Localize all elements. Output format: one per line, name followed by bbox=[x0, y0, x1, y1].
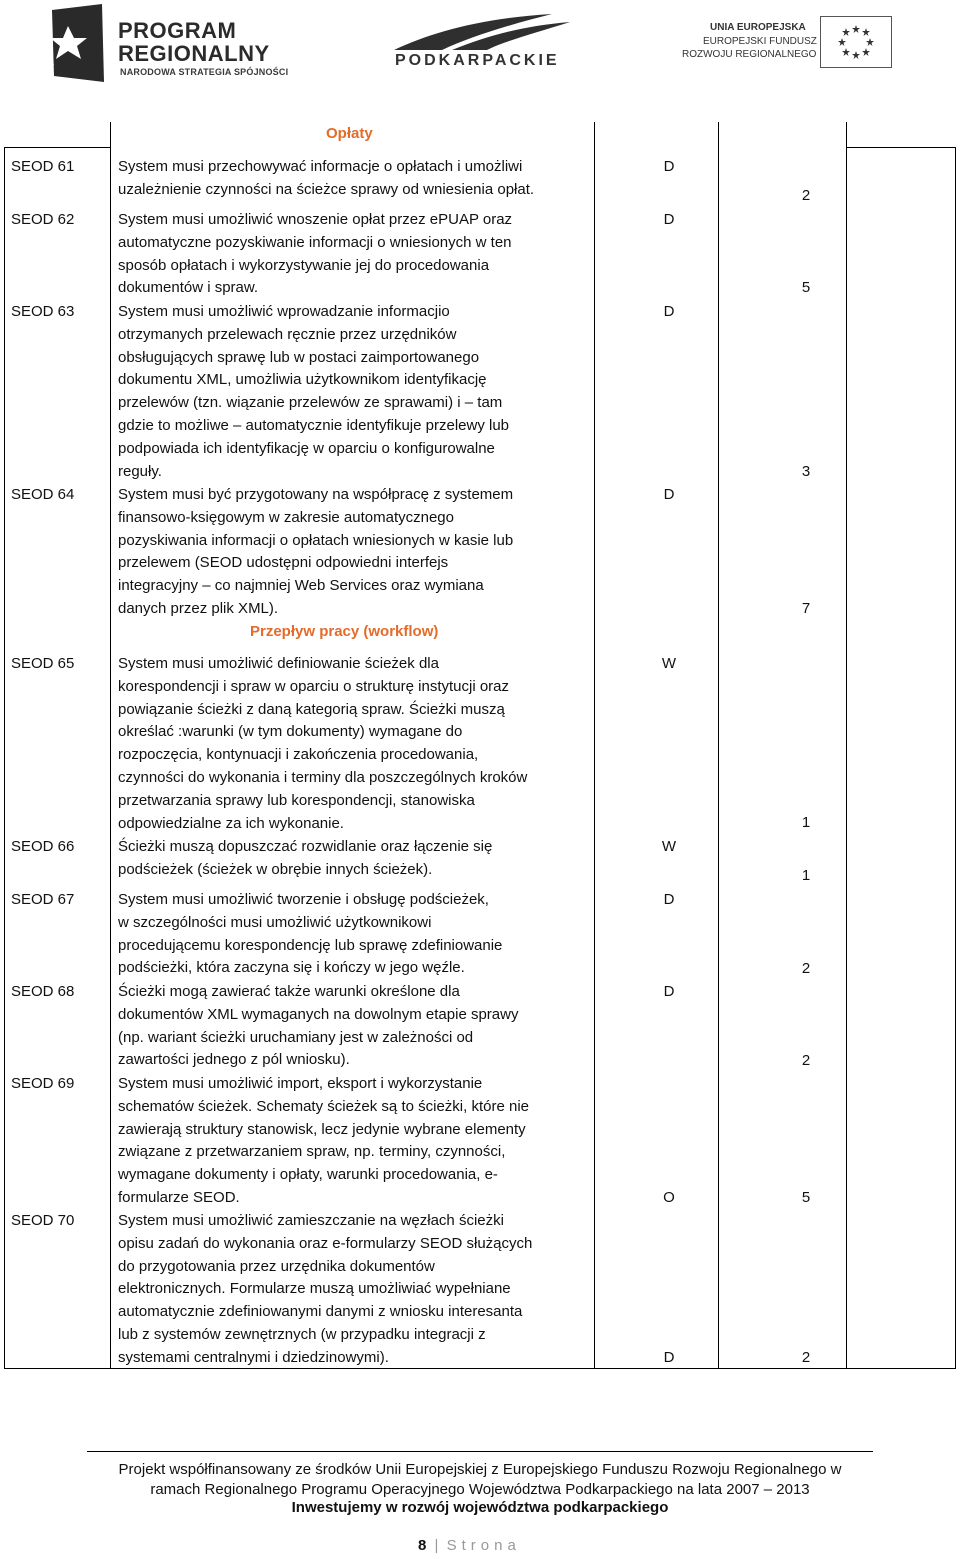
footer-slogan: Inwestujemy w rozwój województwa podkarpackiego bbox=[291, 1499, 669, 1516]
column-divider-desc bbox=[594, 122, 595, 1369]
requirement-description: System musi być przygotowany na współpracę z systemem finansowo-księgowym w zakresie automatycznego pozyskiwania informacji o opłatach wniesionych w kasie lub przelewem (SEOD udostępni odpowiedni interfejs integracyjny – co najmniej Web Services oraz wymiana danych przez plik XML). bbox=[118, 486, 514, 617]
table-top-right bbox=[846, 147, 956, 148]
footer-divider bbox=[87, 1451, 873, 1452]
section-heading-workflow: Przepływ pracy (workflow) bbox=[250, 623, 439, 640]
requirement-id: SEOD 64 bbox=[11, 486, 75, 503]
requirement-id: SEOD 65 bbox=[11, 655, 75, 672]
podkarpackie-text: PODKARPACKIE bbox=[395, 52, 560, 69]
footer-cofinance-line: Projekt współfinansowany ze środków Unii Europejskiej z Europejskiego Funduszu Rozwoju Regionalnego w bbox=[118, 1461, 842, 1478]
page-number bbox=[418, 1537, 521, 1554]
requirement-score: 2 bbox=[801, 960, 811, 977]
program-title: PROGRAM bbox=[118, 18, 237, 43]
eu-fund-line1: EUROPEJSKI FUNDUSZ bbox=[703, 36, 817, 47]
requirement-type: D bbox=[663, 486, 675, 503]
requirement-type: D bbox=[663, 983, 675, 1000]
requirement-id: SEOD 68 bbox=[11, 983, 75, 1000]
requirement-score: 5 bbox=[801, 279, 811, 296]
requirement-id: SEOD 63 bbox=[11, 303, 75, 320]
table-border-left bbox=[4, 147, 5, 1369]
requirement-type: O bbox=[663, 1189, 675, 1206]
footer-program-line: ramach Regionalnego Programu Operacyjnego Województwa Podkarpackiego na lata 2007 – 2013 bbox=[150, 1481, 810, 1498]
page-number-value: 8 bbox=[418, 1537, 427, 1554]
page-number-label: Strona bbox=[446, 1537, 521, 1554]
requirement-description: System musi umożliwić wprowadzanie informacjio otrzymanych przelewach ręcznie przez urzędników obsługujących sprawę lub w postaci zaimportowanego dokumentu XML, umożliwia użytkownikom identyfikację przelewów (tzn. wiązanie przelewów ze sprawami) i – tam gdzie to możliwe – automatycznie identyfikuje przelewy lub podpowiada ich identyfikację w oparciu o konfigurowalne reguły. bbox=[118, 303, 510, 480]
requirement-score: 7 bbox=[801, 600, 811, 617]
requirement-type: W bbox=[661, 655, 677, 672]
column-divider-type bbox=[718, 122, 719, 1369]
requirement-score: 1 bbox=[801, 814, 811, 831]
requirement-score: 2 bbox=[801, 1349, 811, 1366]
eu-fund-line2: ROZWOJU REGIONALNEGO bbox=[682, 49, 817, 60]
column-divider-score bbox=[846, 122, 847, 1369]
regionalny-title: REGIONALNY bbox=[118, 41, 270, 66]
requirement-id: SEOD 67 bbox=[11, 891, 75, 908]
requirement-description: System musi umożliwić definiowanie ścieżek dla korespondencji i spraw w oparciu o strukturę instytucji oraz powiązanie ścieżki z daną kategorią spraw. Ścieżki muszą określać :warunki (w tym dokumenty) wymagane do rozpoczęcia, kontynuacji i zakończenia procedowania, czynności do wykonania i terminy dla poszczególnych kroków przetwarzania sprawy lub korespondencji, stanowiska odpowiedzialne za ich wykonanie. bbox=[118, 655, 528, 832]
requirement-score: 2 bbox=[801, 187, 811, 204]
eu-title: UNIA EUROPEJSKA bbox=[710, 22, 806, 33]
requirement-id: SEOD 62 bbox=[11, 211, 75, 228]
requirement-type: D bbox=[663, 158, 675, 175]
requirement-id: SEOD 69 bbox=[11, 1075, 75, 1092]
requirement-score: 5 bbox=[801, 1189, 811, 1206]
section-heading-oplaty: Opłaty bbox=[326, 125, 373, 142]
requirement-score: 3 bbox=[801, 463, 811, 480]
requirement-type: W bbox=[661, 838, 677, 855]
requirement-id: SEOD 61 bbox=[11, 158, 75, 175]
requirement-description: System musi umożliwić zamieszczanie na węzłach ścieżki opisu zadań do wykonania oraz e-formularzy SEOD służących do przygotowania przez urzędnika dokumentów elektronicznych. Formularze muszą umożliwiać wypełniane automatycznie zdefiniowanymi danymi z wniosku interesanta lub z systemów zewnętrznych (w przypadku integracji z systemami centralnymi i dziedzinowymi). bbox=[118, 1212, 533, 1366]
requirement-description: System musi przechowywać informacje o opłatach i umożliwi uzależnienie czynności na ścieżce sprawy od wniesienia opłat. bbox=[118, 158, 535, 198]
table-border-right bbox=[955, 147, 956, 1369]
requirement-type: D bbox=[663, 1349, 675, 1366]
column-divider-id bbox=[110, 122, 111, 1369]
requirement-score: 2 bbox=[801, 1052, 811, 1069]
page-number-separator: | bbox=[434, 1537, 439, 1554]
requirement-id: SEOD 66 bbox=[11, 838, 75, 855]
requirement-id: SEOD 70 bbox=[11, 1212, 75, 1229]
requirement-description: System musi umożliwić tworzenie i obsługę podścieżek, w szczególności musi umożliwić użytkownikowi procedującemu korespondencję lub sprawę zdefiniowanie podścieżki, która zaczyna się i kończy w jego węźle. bbox=[118, 891, 503, 977]
strategy-subtitle: NARODOWA STRATEGIA SPÓJNOŚCI bbox=[120, 67, 289, 77]
requirement-type: D bbox=[663, 211, 675, 228]
requirement-description: Ścieżki mogą zawierać także warunki określone dla dokumentów XML wymaganych na dowolnym etapie sprawy (np. wariant ścieżki uruchamiany jest w zależności od zawartości jednego z pól wniosku). bbox=[118, 983, 519, 1069]
requirement-type: D bbox=[663, 891, 675, 908]
requirement-score: 1 bbox=[801, 867, 811, 884]
requirement-type: D bbox=[663, 303, 675, 320]
table-top-left bbox=[4, 147, 110, 148]
requirement-description: Ścieżki muszą dopuszczać rozwidlanie oraz łączenie się podścieżek (ścieżek w obrębie innych ścieżek). bbox=[118, 838, 493, 878]
requirement-description: System musi umożliwić import, eksport i wykorzystanie schematów ścieżek. Schematy ścieżek są to ścieżki, które nie zawierają struktury stanowisk, lecz jedynie wybrane elementy związane z przetwarzaniem spraw, np. terminy, czynności, wymagane dokumenty i opłaty, warunki procedowania, e- formularze SEOD. bbox=[118, 1075, 529, 1206]
requirement-description: System musi umożliwić wnoszenie opłat przez ePUAP oraz automatyczne pozyskiwanie informacji o wniesionych w ten sposób opłatach i wykorzystywanie jej do procedowania dokumentów i spraw. bbox=[118, 211, 513, 297]
